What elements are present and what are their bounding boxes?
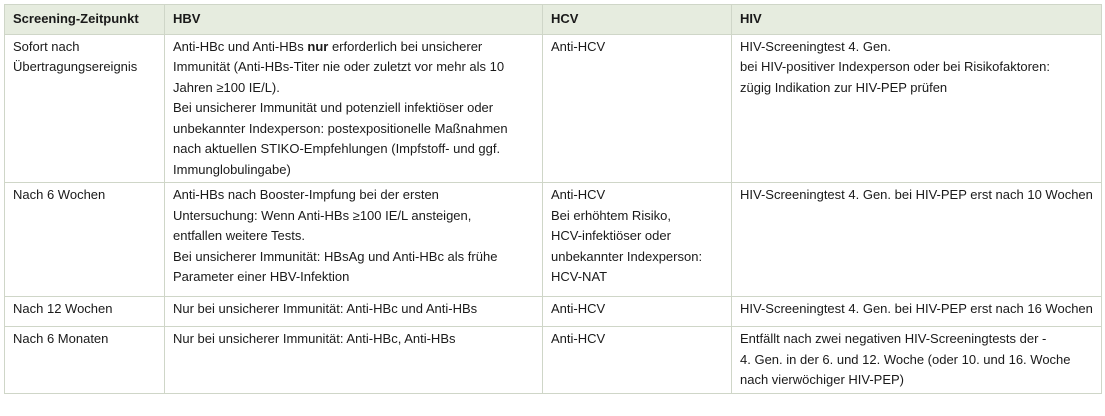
cell-line: Nach 6 Wochen xyxy=(13,187,106,202)
cell-line: Anti-HCV xyxy=(551,38,606,54)
cell-line: Entfällt nach zwei negativen HIV-Screeningtests der - xyxy=(740,331,1047,346)
cell-line: nach aktuellen STIKO-Empfehlungen (Impfstoff- und ggf. xyxy=(173,141,501,156)
hcv-cell xyxy=(543,183,732,297)
hbv-text-pre: Anti-HBc und Anti-HBs xyxy=(173,38,308,54)
table-row xyxy=(5,183,1102,297)
time-cell xyxy=(5,183,165,297)
cell-line: Anti-HCV xyxy=(551,187,606,202)
hbv-cell xyxy=(165,183,543,297)
cell-line: Immunglobulingabe) xyxy=(173,161,291,177)
cell-line: Untersuchung: Wenn Anti-HBs ≥100 IE/L ansteigen, xyxy=(173,207,472,223)
hiv-cell xyxy=(732,183,1102,297)
header-hbv: HBV xyxy=(165,5,543,35)
hcv-cell xyxy=(543,297,732,327)
header-hcv: HCV xyxy=(543,5,732,35)
hiv-cell xyxy=(732,297,1102,327)
cell-line: Nach 6 Monaten xyxy=(13,331,109,346)
hbv-text-post: erforderlich bei unsicherer xyxy=(328,38,483,54)
time-cell xyxy=(5,297,165,327)
cell-line: Bei unsicherer Immunität und potenziell infektiöser oder xyxy=(173,100,494,115)
time-cell xyxy=(5,34,165,183)
table-row xyxy=(5,327,1102,394)
header-screening-zeitpunkt: Screening-Zeitpunkt xyxy=(5,5,165,35)
cell-line: bei HIV-positiver Indexperson oder bei Risikofaktoren: xyxy=(740,59,1050,74)
hbv-cell xyxy=(165,327,543,394)
cell-line: Sofort nach xyxy=(13,38,80,54)
header-row xyxy=(5,5,1102,35)
cell-line: HIV-Screeningtest 4. Gen. xyxy=(740,38,892,54)
cell-line: Anti-HBs nach Booster-Impfung bei der ersten xyxy=(173,187,439,202)
hcv-cell xyxy=(543,34,732,183)
cell-line: HCV-infektiöser oder xyxy=(551,228,671,243)
hbv-cell xyxy=(165,34,543,183)
hcv-cell xyxy=(543,327,732,394)
cell-line: HIV-Screeningtest 4. Gen. bei HIV-PEP erst nach 10 Wochen xyxy=(740,187,1093,202)
hbv-cell xyxy=(165,297,543,327)
cell-line: Nach 12 Wochen xyxy=(13,301,113,316)
cell-line: nach vierwöchiger HIV-PEP) xyxy=(740,372,905,387)
cell-line: Nur bei unsicherer Immunität: Anti-HBc und Anti-HBs xyxy=(173,301,478,316)
cell-line: Bei unsicherer Immunität: HBsAg und Anti-HBc als frühe xyxy=(173,248,498,264)
hiv-cell xyxy=(732,34,1102,183)
hbv-emphasis: nur xyxy=(307,38,329,54)
cell-line: HCV-NAT xyxy=(551,269,608,284)
cell-line: Immunität (Anti-HBs-Titer nie oder zuletzt vor mehr als 10 xyxy=(173,59,505,74)
cell-line: entfallen weitere Tests. xyxy=(173,228,305,243)
cell-line xyxy=(173,37,534,58)
time-cell xyxy=(5,327,165,394)
hiv-cell xyxy=(732,327,1102,394)
cell-line: unbekannter Indexperson: postexpositionelle Maßnahmen xyxy=(173,120,508,136)
cell-line: Parameter einer HBV-Infektion xyxy=(173,269,350,284)
cell-line: 4. Gen. in der 6. und 12. Woche (oder 10. und 16. Woche xyxy=(740,351,1071,367)
screening-table xyxy=(4,4,1102,394)
cell-line: Jahren ≥100 IE/L). xyxy=(173,79,280,95)
header-hiv: HIV xyxy=(732,5,1102,35)
cell-line: unbekannter Indexperson: xyxy=(551,248,703,264)
table-row xyxy=(5,297,1102,327)
cell-line: Nur bei unsicherer Immunität: Anti-HBc, Anti-HBs xyxy=(173,331,456,346)
cell-line: Übertragungsereignis xyxy=(13,59,138,74)
cell-line: Anti-HCV xyxy=(551,301,606,316)
cell-line: zügig Indikation zur HIV-PEP prüfen xyxy=(740,79,948,95)
cell-line: HIV-Screeningtest 4. Gen. bei HIV-PEP erst nach 16 Wochen xyxy=(740,301,1093,316)
cell-line: Anti-HCV xyxy=(551,331,606,346)
cell-line: Bei erhöhtem Risiko, xyxy=(551,207,671,223)
table-row xyxy=(5,34,1102,183)
